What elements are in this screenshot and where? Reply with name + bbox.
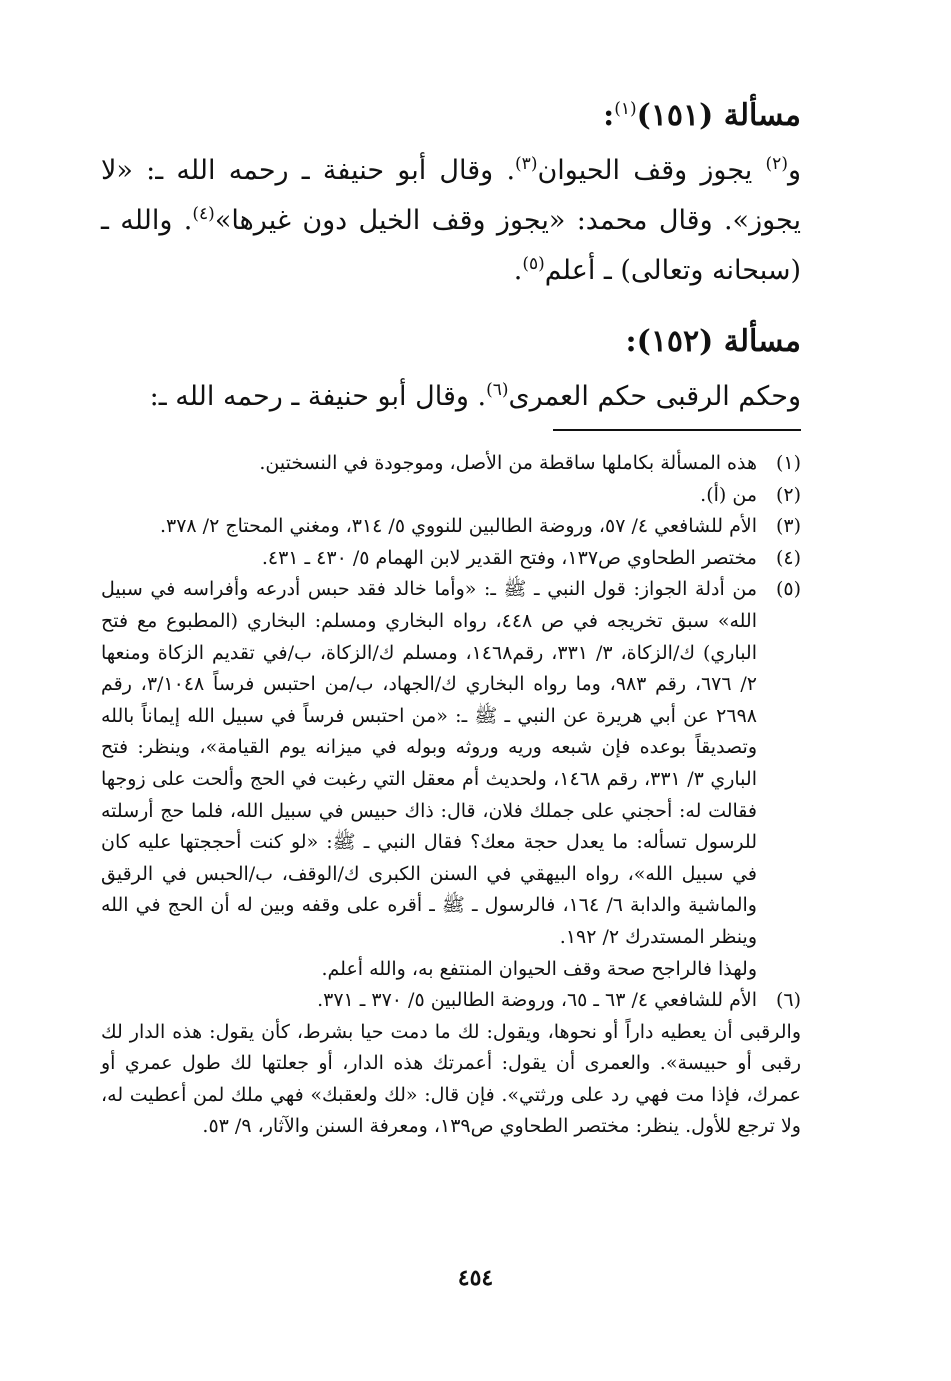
footnote-text: من (أ). xyxy=(700,483,757,506)
heading-colon: : xyxy=(603,98,615,133)
footnote-2 xyxy=(101,480,801,512)
footnote-ref-5: (٥) xyxy=(522,254,545,274)
footnote-6 xyxy=(101,985,801,1017)
footnote-number: (١) xyxy=(775,452,801,474)
footnote-text: مختصر الطحاوي ص١٣٧، وفتح القدير لابن الهمام ٥/ ٤٣٠ ـ ٤٣١. xyxy=(261,546,757,569)
footnote-ref-2: (٢) xyxy=(765,154,788,174)
para-text: وحكم الرقبى حكم العمرى xyxy=(508,381,801,412)
issue-151-paragraph xyxy=(101,146,801,296)
para-end: . xyxy=(513,255,523,286)
footnote-ref-3: (٣) xyxy=(515,154,538,174)
footnote-number: (٥) xyxy=(775,578,801,601)
footnote-5-continuation: ولهذا فالراجح صحة وقف الحيوان المنتفع به، والله أعلم. xyxy=(321,957,757,980)
footnote-ref-1: (١) xyxy=(614,99,637,119)
para-text: . وقال أبو حنيفة ـ رحمه الله ـ: «لا يجوز». وقال محمد: «يجوز وقف الخيل دون غيرها» xyxy=(101,155,801,236)
issue-152-title: مسألة (١٥٢): xyxy=(625,324,801,359)
footnote-text: هذه المسألة بكاملها ساقطة من الأصل، وموجودة في النسختين. xyxy=(259,452,757,474)
footnote-number: (٢) xyxy=(775,483,801,506)
footnote-6-continuation: والرقبى أن يعطيه داراً أو نحوها، ويقول: لك ما دمت حيا بشرط، كأن يقول: هذه الدار لك رقبى أو حبيسة». والعمرى أن يقول: أعمرتك هذه الدار، أو جعلتها لك طول عمري أو عمرك، فإذا مت فهي رد على ورثتي». فإن قال: «لك ولعقبك» فهي ملك لمن أعطيت له، ولا ترجع للأول. ينظر: مختصر الطحاوي ص١٣٩، ومعرفة السنن والآثار، ٩/ ٥٣. xyxy=(101,1020,801,1138)
footnote-5 xyxy=(101,574,801,953)
main-text xyxy=(101,92,801,444)
para-text: . وقال أبو حنيفة ـ رحمه الله ـ: xyxy=(149,381,487,412)
footnote-number: (٤) xyxy=(775,546,801,569)
page-number: ٤٥٤ xyxy=(457,1265,494,1291)
footnote-number: (٦) xyxy=(775,989,801,1012)
footnote-number: (٣) xyxy=(775,515,801,538)
para-prefix: و xyxy=(787,155,801,186)
issue-151-heading xyxy=(101,92,801,140)
issue-151-title: مسألة (١٥١) xyxy=(636,98,801,133)
para-text: يجوز وقف الحيوان xyxy=(537,155,766,186)
footnote-4 xyxy=(101,543,801,575)
issue-152-heading xyxy=(101,318,801,366)
footnotes xyxy=(101,448,801,1143)
footnote-ref-6: (٦) xyxy=(486,380,509,400)
issue-152-paragraph xyxy=(101,372,801,422)
para-text: . والله ـ (سبحانه وتعالى) ـ أعلم xyxy=(101,205,801,286)
footnote-1 xyxy=(101,448,801,480)
footnote-text: الأم للشافعي ٤/ ٦٣ ـ ٦٥، وروضة الطالبين ٥/ ٣٧٠ ـ ٣٧١. xyxy=(317,989,757,1012)
footnote-separator xyxy=(553,429,801,431)
footnote-text: من أدلة الجواز: قول النبي ـ ﷺ ـ: «وأما خالد فقد حبس أدرعه وأفراسه في سبيل الله» سبق تخريجه في ص ٤٤٨، رواه البخاري ومسلم: البخاري (المطبوع مع فتح الباري) ك/الزكاة، ٣/ ٣٣١، رقم١٤٦٨، ومسلم ك/الزكاة، ب/في تقديم الزكاة ومنعها ٢/ ٦٧٦، رقم ٩٨٣، وما رواه البخاري ك/الجهاد، ب/من احتبس فرساً ٣/١٠٤٨، رقم ٢٦٩٨ عن أبي هريرة عن النبي ـ ﷺ ـ: «من احتبس فرساً في سبيل الله إيماناً بالله وتصديقاً بوعده فإن شبعه وريه وروثه وبوله في ميزانه يوم القيامة»، وينظر: فتح الباري ٣/ ٣٣١، رقم ١٤٦٨، ولحديث أم معقل التي رغبت في الحج وألحت على زوجها فقالت له: أحجني على جملك فلان، قال: ذاك حبيس في سبيل الله، فلما حج أرسلته للرسول تسأله: ما يعدل حجة معك؟ فقال النبي ـ ﷺ: «لو كنت أحججتها عليه كان في سبيل الله»، رواه البيهقي في السنن الكبرى ك/الوقف، ب/الحبس في الرقيق والماشية والدابة ٦/ ١٦٤، فالرسول ـ ﷺ ـ أقره على وقفه وبين له أن الحج في الله وينظر المستدرك ٢/ ١٩٢. xyxy=(101,578,758,948)
footnote-ref-4: (٤) xyxy=(192,204,215,224)
footnote-text: الأم للشافعي ٤/ ٥٧، وروضة الطالبين للنووي ٥/ ٣١٤، ومغني المحتاج ٢/ ٣٧٨. xyxy=(159,515,757,538)
footnote-3 xyxy=(101,511,801,543)
